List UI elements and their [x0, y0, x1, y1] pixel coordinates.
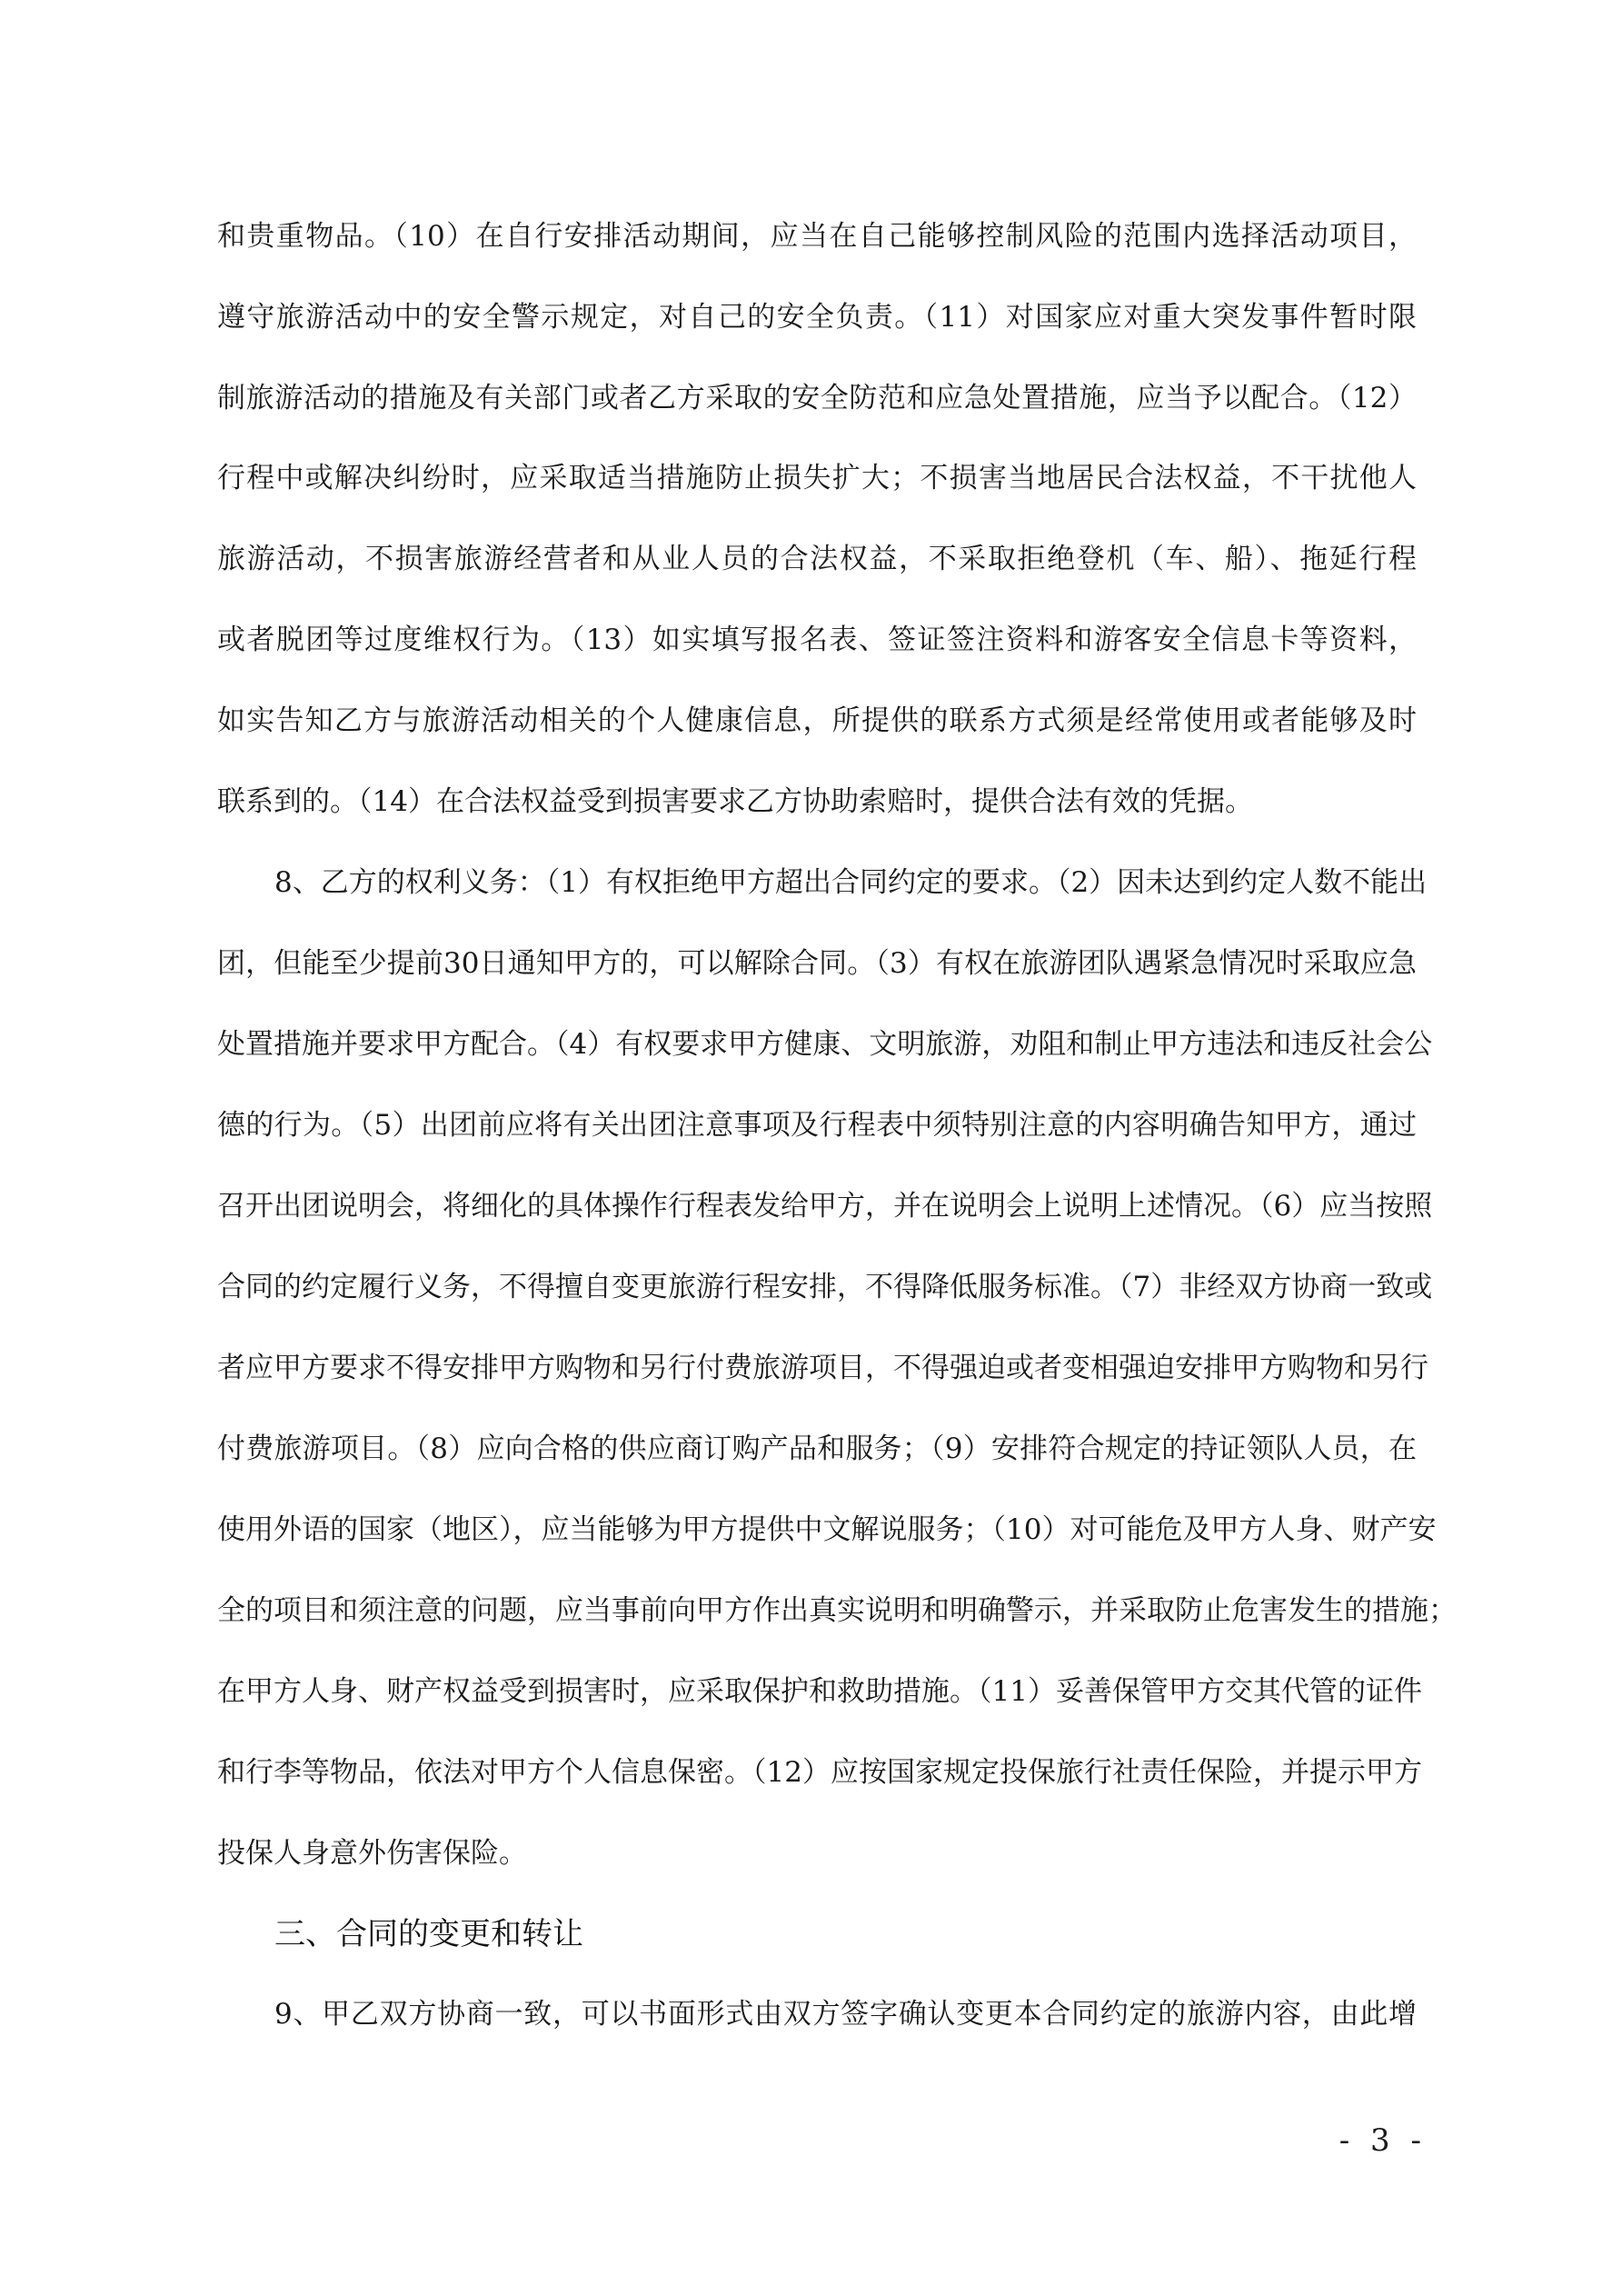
text-line: 者应甲方要求不得安排甲方购物和另行付费旅游项目，不得强迫或者变相强迫安排甲方购物和另行 — [217, 1352, 1428, 1384]
text-line: 合同的约定履行义务，不得擅自变更旅游行程安排，不得降低服务标准。（7）非经双方协商一致或 — [217, 1271, 1433, 1303]
section-heading: 三、合同的变更和转让 — [274, 1916, 583, 1952]
text-line: 召开出团说明会，将细化的具体操作行程表发给甲方，并在说明会上说明上述情况。（6）应当按照 — [217, 1190, 1433, 1223]
text-line: 在甲方人身、财产权益受到损害时，应采取保护和救助措施。（11）妥善保管甲方交其代管的证件 — [217, 1675, 1422, 1708]
text-line: 遵守旅游活动中的安全警示规定，对自己的安全负责。（11）对国家应对重大突发事件暂时限 — [217, 301, 1417, 334]
text-line: 付费旅游项目。（8）应向合格的供应商订购产品和服务；（9）安排符合规定的持证领队人员，在 — [217, 1433, 1417, 1465]
text-line: 8、乙方的权利义务：（1）有权拒绝甲方超出合同约定的要求。（2）因未达到约定人数不能出 — [274, 866, 1428, 899]
text-line: 全的项目和须注意的问题，应当事前向甲方作出真实说明和明确警示，并采取防止危害发生的措施； — [217, 1594, 1457, 1627]
text-line: 使用外语的国家（地区），应当能够为甲方提供中文解说服务；（10）对可能危及甲方人身、财产安 — [217, 1513, 1437, 1546]
text-line: 联系到的。（14）在合法权益受到损害要求乙方协助索赔时，提供合法有效的凭据。 — [217, 785, 1253, 818]
text-line: 旅游活动，不损害旅游经营者和从业人员的合法权益，不采取拒绝登机（车、船）、拖延行程 — [217, 543, 1417, 575]
text-line: 9、甲乙双方协商一致，可以书面形式由双方签字确认变更本合同约定的旅游内容，由此增 — [274, 1998, 1417, 2031]
text-line: 或者脱团等过度维权行为。（13）如实填写报名表、签证签注资料和游客安全信息卡等资料， — [217, 624, 1417, 656]
text-line: 德的行为。（5）出团前应将有关出团注意事项及行程表中须特别注意的内容明确告知甲方，通过 — [217, 1109, 1417, 1142]
text-line: 处置措施并要求甲方配合。（4）有权要求甲方健康、文明旅游，劝阻和制止甲方违法和违反社会公 — [217, 1028, 1433, 1061]
text-line: 团，但能至少提前30日通知甲方的，可以解除合同。（3）有权在旅游团队遇紧急情况时采取应急 — [217, 947, 1417, 980]
text-line: 和贵重物品。（10）在自行安排活动期间，应当在自己能够控制风险的范围内选择活动项目， — [217, 220, 1417, 253]
page-number: - 3 - — [1338, 2122, 1427, 2159]
text-line: 制旅游活动的措施及有关部门或者乙方采取的安全防范和应急处置措施，应当予以配合。（12） — [217, 382, 1417, 414]
text-line: 如实告知乙方与旅游活动相关的个人健康信息，所提供的联系方式须是经常使用或者能够及时 — [217, 704, 1417, 737]
text-line: 投保人身意外伤害保险。 — [217, 1837, 527, 1870]
text-line: 行程中或解决纠纷时，应采取适当措施防止损失扩大；不损害当地居民合法权益，不干扰他人 — [217, 462, 1417, 494]
text-line: 和行李等物品，依法对甲方个人信息保密。（12）应按国家规定投保旅行社责任保险，并提示甲方 — [217, 1756, 1422, 1789]
